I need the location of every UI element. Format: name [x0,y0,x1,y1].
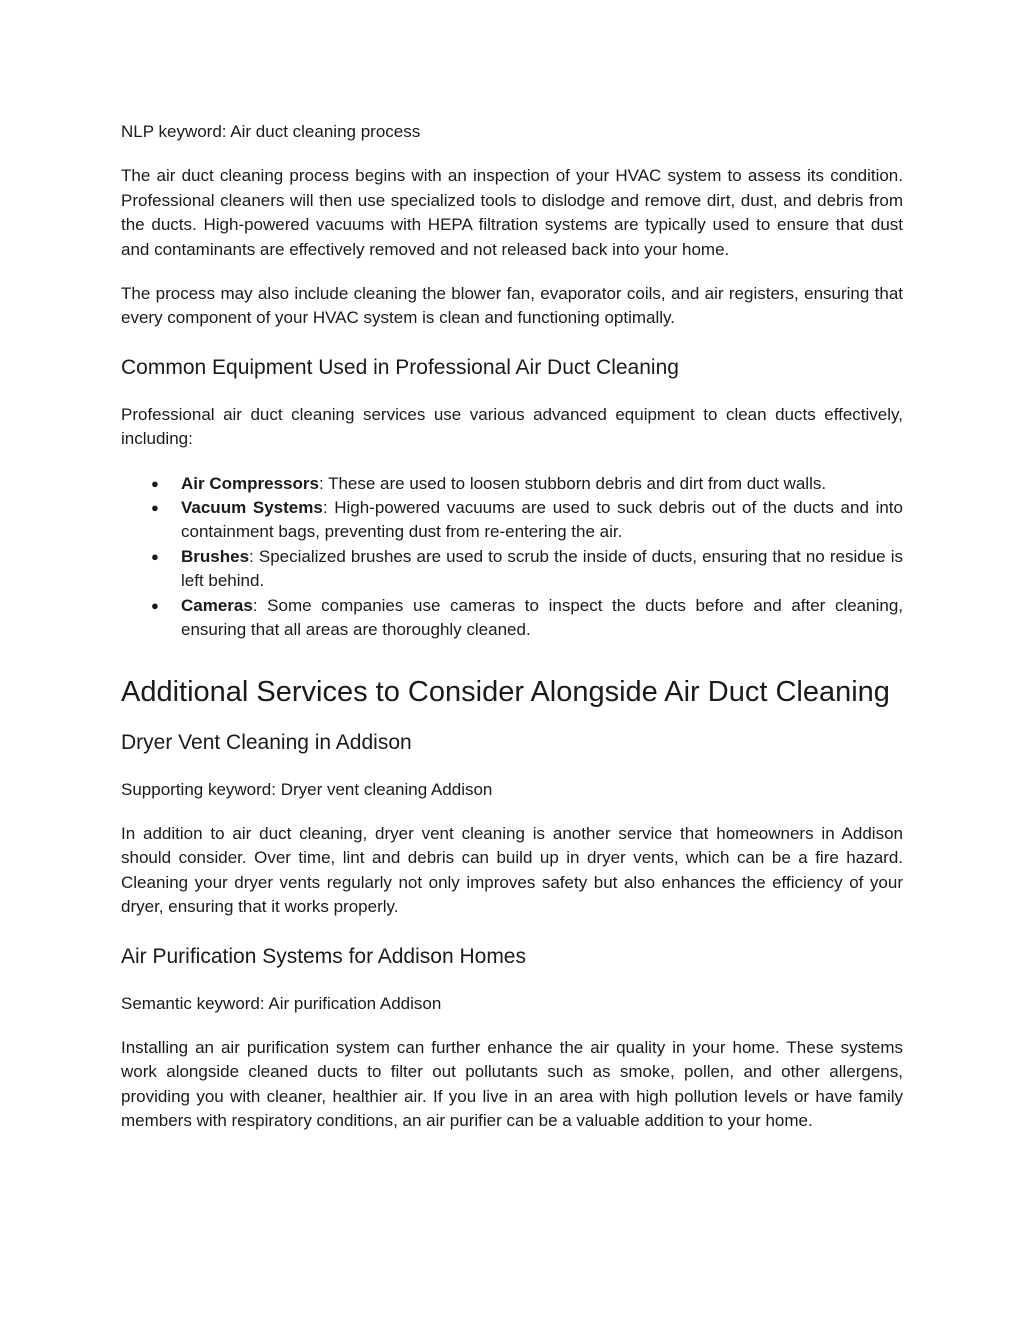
bullet-icon: ● [151,475,159,491]
list-item-term: Air Compressors [181,473,319,493]
list-item [121,545,903,594]
air-purification-heading: Air Purification Systems for Addison Homes [121,944,526,968]
equipment-list [121,472,903,643]
dryer-paragraph: In addition to air duct cleaning, dryer vent cleaning is another service that homeowners in Addison should consider. Over time, lint and debris can build up in dryer vents, which can be a fire hazard. Cleaning your dryer vents regularly not only improves safety but also enhances the efficiency of your dryer, ensuring that it works properly. [121,823,903,917]
bullet-icon: ● [151,548,159,564]
list-item-text: : These are used to loosen stubborn debris and dirt from duct walls. [318,473,827,493]
list-item-term: Vacuum Systems [181,498,323,518]
additional-services-heading: Additional Services to Consider Alongside Air Duct Cleaning [121,675,890,708]
process-paragraph-2: The process may also include cleaning the blower fan, evaporator coils, and air registers, ensuring that every component of your HVAC system is clean and functioning optimally. [121,284,903,328]
list-item-term: Brushes [181,546,250,566]
bullet-icon: ● [151,500,159,516]
purification-paragraph: Installing an air purification system can further enhance the air quality in your home. These systems work alongside cleaned ducts to filter out pollutants such as smoke, pollen, and other allergens, providing you with cleaner, healthier air. If you live in an area with high pollution levels or have family members with respiratory conditions, an air purifier can be a valuable addition to your home. [121,1037,903,1131]
purification-keyword-line: Semantic keyword: Air purification Addison [121,993,442,1013]
dryer-vent-heading: Dryer Vent Cleaning in Addison [121,730,412,754]
dryer-keyword-line: Supporting keyword: Dryer vent cleaning Addison [121,779,493,799]
list-item-term: Cameras [181,595,253,615]
equipment-intro: Professional air duct cleaning services use various advanced equipment to clean ducts effectively, including: [121,404,903,449]
list-item-text: : Specialized brushes are used to scrub the inside of ducts, ensuring that no residue is left behind. [181,546,903,591]
list-item-text: : Some companies use cameras to inspect the ducts before and after cleaning, ensuring that all areas are thoroughly cleaned. [181,595,903,640]
list-item [121,472,903,496]
list-item [121,496,903,545]
equipment-heading: Common Equipment Used in Professional Air Duct Cleaning [121,355,679,379]
document-page [121,119,903,1134]
nlp-keyword-line: NLP keyword: Air duct cleaning process [121,122,421,141]
bullet-icon: ● [151,597,159,613]
list-item [121,594,903,643]
list-item-text: : High-powered vacuums are used to suck debris out of the ducts and into containment bags, preventing dust from re-entering the air. [181,498,903,542]
process-paragraph-1: The air duct cleaning process begins with an inspection of your HVAC system to assess its condition. Professional cleaners will then use specialized tools to dislodge and remove dirt, dust, and debris from the ducts. High-powered vacuums with HEPA filtration systems are typically used to ensure that dust and contaminants are effectively removed and not released back into your home. [121,166,903,259]
